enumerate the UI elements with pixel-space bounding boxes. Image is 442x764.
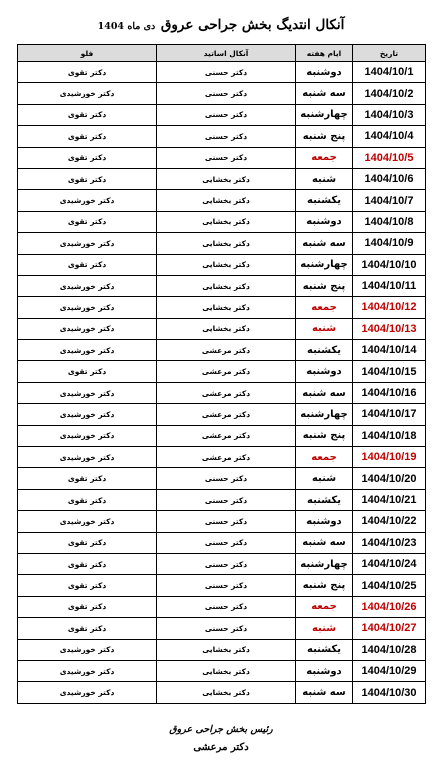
table-row — [18, 618, 426, 639]
table-row — [18, 404, 426, 425]
fellow-cell: دکتر تقوی — [18, 361, 157, 382]
day-cell: جمعه — [296, 147, 353, 168]
professor-cell: دکتر بخشایی — [157, 682, 296, 703]
table-row — [18, 147, 426, 168]
professor-cell: دکتر بخشایی — [157, 190, 296, 211]
table-row — [18, 340, 426, 361]
date-cell: 1404/10/25 — [353, 575, 426, 596]
page-title — [0, 14, 442, 33]
fellow-cell: دکتر تقوی — [18, 211, 157, 232]
title-main: آنکال انتدیگ بخش جراحی عروق — [160, 17, 345, 33]
fellow-cell: دکتر خورشیدی — [18, 297, 157, 318]
table-row — [18, 489, 426, 510]
fellow-cell: دکتر تقوی — [18, 553, 157, 574]
day-cell: شنبه — [296, 618, 353, 639]
day-cell: چهارشنبه — [296, 104, 353, 125]
professor-cell: دکتر بخشایی — [157, 168, 296, 189]
day-cell: یکشنبه — [296, 639, 353, 660]
date-cell: 1404/10/17 — [353, 404, 426, 425]
date-cell: 1404/10/19 — [353, 447, 426, 468]
day-cell: شنبه — [296, 468, 353, 489]
table-row — [18, 447, 426, 468]
date-cell: 1404/10/11 — [353, 275, 426, 296]
fellow-cell: دکتر تقوی — [18, 618, 157, 639]
professor-cell: دکتر بخشایی — [157, 297, 296, 318]
table-row — [18, 382, 426, 403]
table-row — [18, 104, 426, 125]
table-row — [18, 596, 426, 617]
date-cell: 1404/10/22 — [353, 511, 426, 532]
table-row — [18, 532, 426, 553]
day-cell: سه شنبه — [296, 233, 353, 254]
fellow-cell: دکتر تقوی — [18, 168, 157, 189]
signature-role: رئیس بخش جراحی عروق — [169, 724, 273, 735]
day-cell: چهارشنبه — [296, 254, 353, 275]
column-header-professor: آنکال اساتید — [157, 45, 296, 62]
day-cell: یکشنبه — [296, 340, 353, 361]
signature-name: دکتر مرعشی — [193, 742, 249, 753]
table-row — [18, 575, 426, 596]
day-cell: جمعه — [296, 447, 353, 468]
professor-cell: دکتر حسنی — [157, 618, 296, 639]
professor-cell: دکتر حسنی — [157, 553, 296, 574]
column-header-day: ایام هفته — [296, 45, 353, 62]
column-header-date: تاریخ — [353, 45, 426, 62]
professor-cell: دکتر حسنی — [157, 489, 296, 510]
fellow-cell: دکتر تقوی — [18, 62, 157, 83]
day-cell: دوشنبه — [296, 511, 353, 532]
day-cell: شنبه — [296, 318, 353, 339]
professor-cell: دکتر مرعشی — [157, 340, 296, 361]
fellow-cell: دکتر خورشیدی — [18, 382, 157, 403]
fellow-cell: دکتر تقوی — [18, 254, 157, 275]
day-cell: یکشنبه — [296, 489, 353, 510]
fellow-cell: دکتر خورشیدی — [18, 340, 157, 361]
professor-cell: دکتر حسنی — [157, 147, 296, 168]
day-cell: جمعه — [296, 596, 353, 617]
table-row — [18, 660, 426, 681]
date-cell: 1404/10/3 — [353, 104, 426, 125]
professor-cell: دکتر بخشایی — [157, 211, 296, 232]
table-row — [18, 168, 426, 189]
day-cell: سه شنبه — [296, 382, 353, 403]
table-row — [18, 553, 426, 574]
day-cell: سه شنبه — [296, 83, 353, 104]
professor-cell: دکتر حسنی — [157, 532, 296, 553]
table-row — [18, 62, 426, 83]
day-cell: دوشنبه — [296, 660, 353, 681]
professor-cell: دکتر مرعشی — [157, 361, 296, 382]
table-row — [18, 468, 426, 489]
date-cell: 1404/10/23 — [353, 532, 426, 553]
day-cell: پنج شنبه — [296, 126, 353, 147]
fellow-cell: دکتر خورشیدی — [18, 318, 157, 339]
professor-cell: دکتر حسنی — [157, 104, 296, 125]
date-cell: 1404/10/20 — [353, 468, 426, 489]
table-row — [18, 639, 426, 660]
fellow-cell: دکتر تقوی — [18, 147, 157, 168]
title-subtitle: دی ماه 1404 — [97, 21, 156, 32]
day-cell: دوشنبه — [296, 211, 353, 232]
column-header-fellow: فلو — [18, 45, 157, 62]
date-cell: 1404/10/16 — [353, 382, 426, 403]
professor-cell: دکتر بخشایی — [157, 318, 296, 339]
professor-cell: دکتر بخشایی — [157, 254, 296, 275]
table-body — [18, 62, 426, 704]
fellow-cell: دکتر تقوی — [18, 575, 157, 596]
table-row — [18, 361, 426, 382]
date-cell: 1404/10/13 — [353, 318, 426, 339]
date-cell: 1404/10/30 — [353, 682, 426, 703]
professor-cell: دکتر بخشایی — [157, 660, 296, 681]
date-cell: 1404/10/9 — [353, 233, 426, 254]
fellow-cell: دکتر تقوی — [18, 468, 157, 489]
oncall-table — [17, 44, 426, 704]
fellow-cell: دکتر خورشیدی — [18, 233, 157, 254]
day-cell: سه شنبه — [296, 532, 353, 553]
professor-cell: دکتر حسنی — [157, 83, 296, 104]
date-cell: 1404/10/29 — [353, 660, 426, 681]
table-row — [18, 318, 426, 339]
date-cell: 1404/10/18 — [353, 425, 426, 446]
date-cell: 1404/10/4 — [353, 126, 426, 147]
table-row — [18, 254, 426, 275]
fellow-cell: دکتر خورشیدی — [18, 511, 157, 532]
date-cell: 1404/10/2 — [353, 83, 426, 104]
professor-cell: دکتر حسنی — [157, 468, 296, 489]
date-cell: 1404/10/6 — [353, 168, 426, 189]
date-cell: 1404/10/10 — [353, 254, 426, 275]
fellow-cell: دکتر خورشیدی — [18, 660, 157, 681]
fellow-cell: دکتر خورشیدی — [18, 83, 157, 104]
date-cell: 1404/10/27 — [353, 618, 426, 639]
table-row — [18, 126, 426, 147]
fellow-cell: دکتر تقوی — [18, 104, 157, 125]
fellow-cell: دکتر خورشیدی — [18, 275, 157, 296]
table-row — [18, 190, 426, 211]
fellow-cell: دکتر خورشیدی — [18, 425, 157, 446]
professor-cell: دکتر بخشایی — [157, 639, 296, 660]
table-row — [18, 297, 426, 318]
professor-cell: دکتر حسنی — [157, 575, 296, 596]
professor-cell: دکتر بخشایی — [157, 275, 296, 296]
professor-cell: دکتر حسنی — [157, 126, 296, 147]
day-cell: جمعه — [296, 297, 353, 318]
professor-cell: دکتر مرعشی — [157, 447, 296, 468]
professor-cell: دکتر مرعشی — [157, 382, 296, 403]
day-cell: سه شنبه — [296, 682, 353, 703]
table-row — [18, 233, 426, 254]
fellow-cell: دکتر تقوی — [18, 489, 157, 510]
date-cell: 1404/10/12 — [353, 297, 426, 318]
date-cell: 1404/10/14 — [353, 340, 426, 361]
professor-cell: دکتر مرعشی — [157, 404, 296, 425]
professor-cell: دکتر حسنی — [157, 511, 296, 532]
date-cell: 1404/10/15 — [353, 361, 426, 382]
professor-cell: دکتر حسنی — [157, 596, 296, 617]
day-cell: پنج شنبه — [296, 275, 353, 296]
day-cell: چهارشنبه — [296, 553, 353, 574]
day-cell: چهارشنبه — [296, 404, 353, 425]
date-cell: 1404/10/26 — [353, 596, 426, 617]
table-row — [18, 425, 426, 446]
date-cell: 1404/10/7 — [353, 190, 426, 211]
fellow-cell: دکتر خورشیدی — [18, 404, 157, 425]
fellow-cell: دکتر تقوی — [18, 596, 157, 617]
day-cell: دوشنبه — [296, 361, 353, 382]
table-header-row — [18, 45, 426, 62]
fellow-cell: دکتر خورشیدی — [18, 682, 157, 703]
table-row — [18, 511, 426, 532]
fellow-cell: دکتر خورشیدی — [18, 639, 157, 660]
date-cell: 1404/10/5 — [353, 147, 426, 168]
table-row — [18, 211, 426, 232]
date-cell: 1404/10/21 — [353, 489, 426, 510]
date-cell: 1404/10/8 — [353, 211, 426, 232]
fellow-cell: دکتر تقوی — [18, 532, 157, 553]
professor-cell: دکتر بخشایی — [157, 233, 296, 254]
table-row — [18, 83, 426, 104]
table-row — [18, 275, 426, 296]
professor-cell: دکتر مرعشی — [157, 425, 296, 446]
day-cell: شنبه — [296, 168, 353, 189]
date-cell: 1404/10/24 — [353, 553, 426, 574]
fellow-cell: دکتر خورشیدی — [18, 447, 157, 468]
date-cell: 1404/10/1 — [353, 62, 426, 83]
day-cell: یکشنبه — [296, 190, 353, 211]
fellow-cell: دکتر خورشیدی — [18, 190, 157, 211]
fellow-cell: دکتر تقوی — [18, 126, 157, 147]
day-cell: پنج شنبه — [296, 425, 353, 446]
day-cell: دوشنبه — [296, 62, 353, 83]
professor-cell: دکتر حسنی — [157, 62, 296, 83]
day-cell: پنج شنبه — [296, 575, 353, 596]
date-cell: 1404/10/28 — [353, 639, 426, 660]
table-row — [18, 682, 426, 703]
